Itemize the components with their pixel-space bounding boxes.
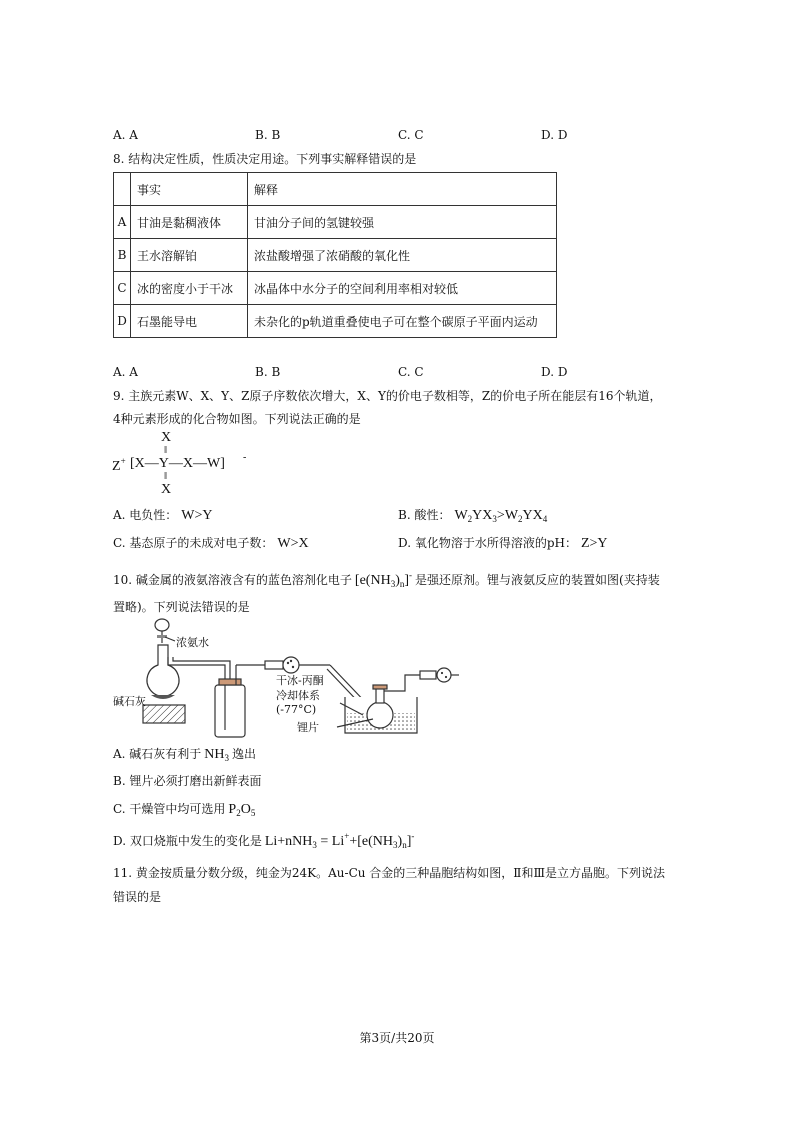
label-cooling-1: 干冰-丙酮 xyxy=(276,674,324,687)
label-cooling-2: 冷却体系 xyxy=(276,689,320,702)
label-temperature: (-77°C) xyxy=(276,703,317,716)
q10-stem-line2: 置略)。下列说法错误的是 xyxy=(113,600,250,614)
q8-table xyxy=(113,172,557,338)
table-row xyxy=(114,239,557,272)
flask-1 xyxy=(147,645,179,696)
q10-option-c: C. 干燥管中均可选用 $P_2O_5$ xyxy=(113,802,256,818)
structure-chain: [X—Y—X—W] xyxy=(130,456,225,471)
q9-stem-line1: 9. 主族元素W、X、Y、Z原子序数依次增大，X、Y的价电子数相等，Z的价电子所在能层有16个轨道， xyxy=(113,389,662,403)
q7-option-b: B. B xyxy=(255,128,281,142)
q7-option-c: C. C xyxy=(398,128,424,142)
q9-option-c: C. 基态原子的未成对电子数： W>X xyxy=(113,536,309,551)
q11-stem-line1: 11. 黄金按质量分数分级，纯金为24K。Au-Cu 合金的三种晶胞结构如图，Ⅱ和Ⅲ是立方晶胞。下列说法 xyxy=(113,866,666,880)
q10-stem-line1: 10. 碱金属的液氨溶液含有的蓝色溶剂化电子 $[e(NH_3)_n]^-$ 是强还原剂。锂与液氨反应的装置如图(夹持装 xyxy=(113,570,660,589)
label-lithium: 锂片 xyxy=(297,721,319,734)
two-neck-flask xyxy=(367,702,393,728)
structure-bottom-atom: X xyxy=(161,482,172,497)
q9-stem-line2: 4种元素形成的化合物如图。下列说法正确的是 xyxy=(113,412,361,426)
heater-stand xyxy=(143,705,185,723)
drying-tube-2 xyxy=(437,668,451,682)
structure-anion-charge: - xyxy=(243,452,247,463)
table-cell: 冰的密度小于干冰 xyxy=(131,272,248,305)
table-cell: 浓盐酸增强了浓硝酸的氧化性 xyxy=(248,239,557,272)
table-cell: 甘油是黏稠液体 xyxy=(131,206,248,239)
label-ammonia: 浓氨水 xyxy=(176,636,209,649)
table-header: 事实 xyxy=(131,173,248,206)
table-row xyxy=(114,173,557,206)
table-row xyxy=(114,206,557,239)
table-header: 解释 xyxy=(248,173,557,206)
table-cell: 甘油分子间的氢键较强 xyxy=(248,206,557,239)
q10-option-a: A. 碱石灰有利于 $NH_3$ 逸出 xyxy=(113,747,257,763)
q9-option-d: D. 氧化物溶于水所得溶液的pH： Z>Y xyxy=(398,536,608,551)
q7-option-d: D. D xyxy=(541,128,568,142)
q10-option-b: B. 锂片必须打磨出新鲜表面 xyxy=(113,774,262,788)
q9-option-b: B. 酸性： $W_2YX_3>W_2YX_4$ xyxy=(398,508,548,524)
table-row xyxy=(114,305,557,338)
q11-stem-line2: 错误的是 xyxy=(113,890,162,904)
table-cell: B xyxy=(114,239,131,272)
table-row xyxy=(114,272,557,305)
q8-option-c: C. C xyxy=(398,365,424,379)
table-cell: C xyxy=(114,272,131,305)
table-cell: 石墨能导电 xyxy=(131,305,248,338)
table-cell: 未杂化的p轨道重叠使电子可在整个碳原子平面内运动 xyxy=(248,305,557,338)
double-bond-top: ‖ xyxy=(164,444,168,456)
gas-bottle xyxy=(215,685,245,737)
page-footer: 第3页/共20页 xyxy=(359,1031,435,1045)
label-soda-lime: 碱石灰 xyxy=(113,695,146,708)
q9-option-a: A. 电负性： W>Y xyxy=(113,508,213,523)
q8-option-a: A. A xyxy=(113,365,138,379)
table-cell: D xyxy=(114,305,131,338)
q7-option-a: A. A xyxy=(113,128,138,142)
dropping-funnel xyxy=(155,619,169,631)
q8-option-b: B. B xyxy=(255,365,281,379)
double-bond-bottom: ‖ xyxy=(164,470,168,482)
table-cell: 王水溶解铂 xyxy=(131,239,248,272)
table-cell: A xyxy=(114,206,131,239)
structure-top-atom: X xyxy=(161,430,172,445)
drying-tube-1 xyxy=(283,657,299,673)
table-cell: 冰晶体中水分子的空间利用率相对较低 xyxy=(248,272,557,305)
q9-structure xyxy=(110,430,280,498)
table-cell xyxy=(114,173,131,206)
q10-option-d: D. 双口烧瓶中发生的变化是 $Li+nNH_3 = Li^++[e(NH_3)_n]^-$ xyxy=(113,831,415,850)
q8-option-d: D. D xyxy=(541,365,568,379)
q8-stem: 8. 结构决定性质，性质决定用途。下列事实解释错误的是 xyxy=(113,152,417,166)
structure-cation: Z+ xyxy=(112,456,126,474)
